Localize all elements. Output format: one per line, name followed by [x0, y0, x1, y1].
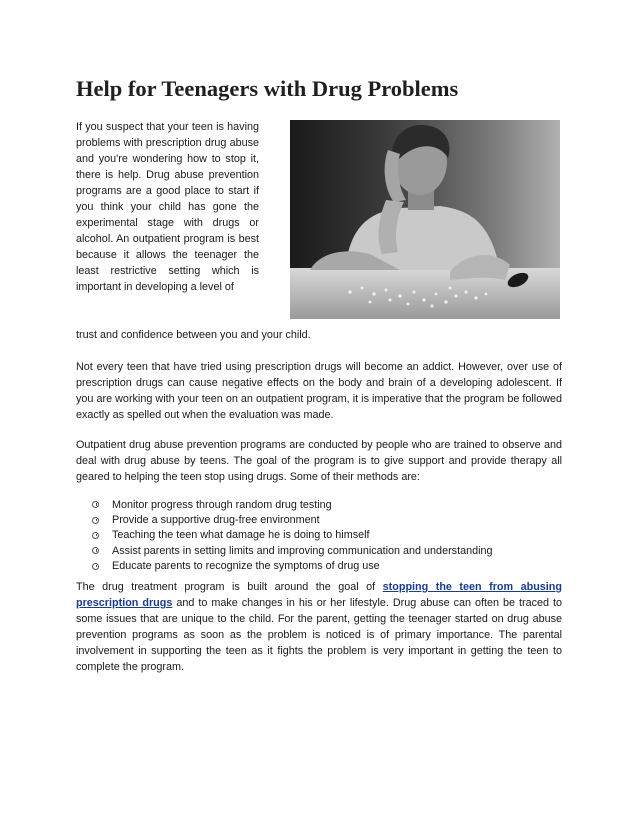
list-item: Teaching the teen what damage he is doing to himself	[92, 528, 493, 543]
paragraph-3: Outpatient drug abuse prevention programs are conducted by people who are trained to observe and deal with drug abuse by teens. The goal of the program is to give support and provide therapy all geared to helping the teen stop using drugs. Some of their methods are:	[76, 439, 562, 483]
methods-list	[92, 497, 493, 574]
list-item: Monitor progress through random drug testing	[92, 497, 493, 512]
paragraph-4: The drug treatment program is built around the goal of stopping the teen from abusing prescription drugs and to make changes in his or her lifestyle. Drug abuse can often be traced to some issues that are unique to the child. For the parent, getting the teenager started on drug abuse prevention programs as soon as the problem is noticed is of primary importance. The parental involvement in supporting the teen as it fights the problem is very important in getting the teen to complete the program.	[76, 581, 562, 673]
list-item: Provide a supportive drug-free environment	[92, 512, 493, 527]
clock-bullet-icon	[92, 563, 99, 570]
clock-bullet-icon	[92, 547, 99, 554]
stopping-teen-drugs-link[interactable]: stopping the teen from abusing prescription drugs	[76, 581, 562, 609]
intro-paragraph-tail: trust and confidence between you and your child.	[76, 329, 311, 341]
list-item: Educate parents to recognize the symptoms of drug use	[92, 559, 493, 574]
clock-bullet-icon	[92, 501, 99, 508]
paragraph-2: Not every teen that have tried using prescription drugs will become an addict. However, over use of prescription drugs can cause negative effects on the body and brain of a developing adolescent. If you are working with your teen on an outpatient program, it is imperative that the program be followed exactly as spelled out when the evaluation was made.	[76, 361, 562, 421]
clock-bullet-icon	[92, 532, 99, 539]
teenager-photo	[290, 120, 560, 319]
intro-paragraph: If you suspect that your teen is having problems with prescription drug abuse and you're wondering how to stop it, there is help. Drug abuse prevention programs are a good place to start if you think your child has gone the experimental stage with drugs or alcohol. An outpatient program is best because it allows the teenager the least restrictive setting which is important in developing a level of	[76, 121, 259, 293]
page-title: Help for Teenagers with Drug Problems	[76, 76, 459, 101]
clock-bullet-icon	[92, 517, 99, 524]
list-item: Assist parents in setting limits and improving communication and understanding	[92, 543, 493, 558]
